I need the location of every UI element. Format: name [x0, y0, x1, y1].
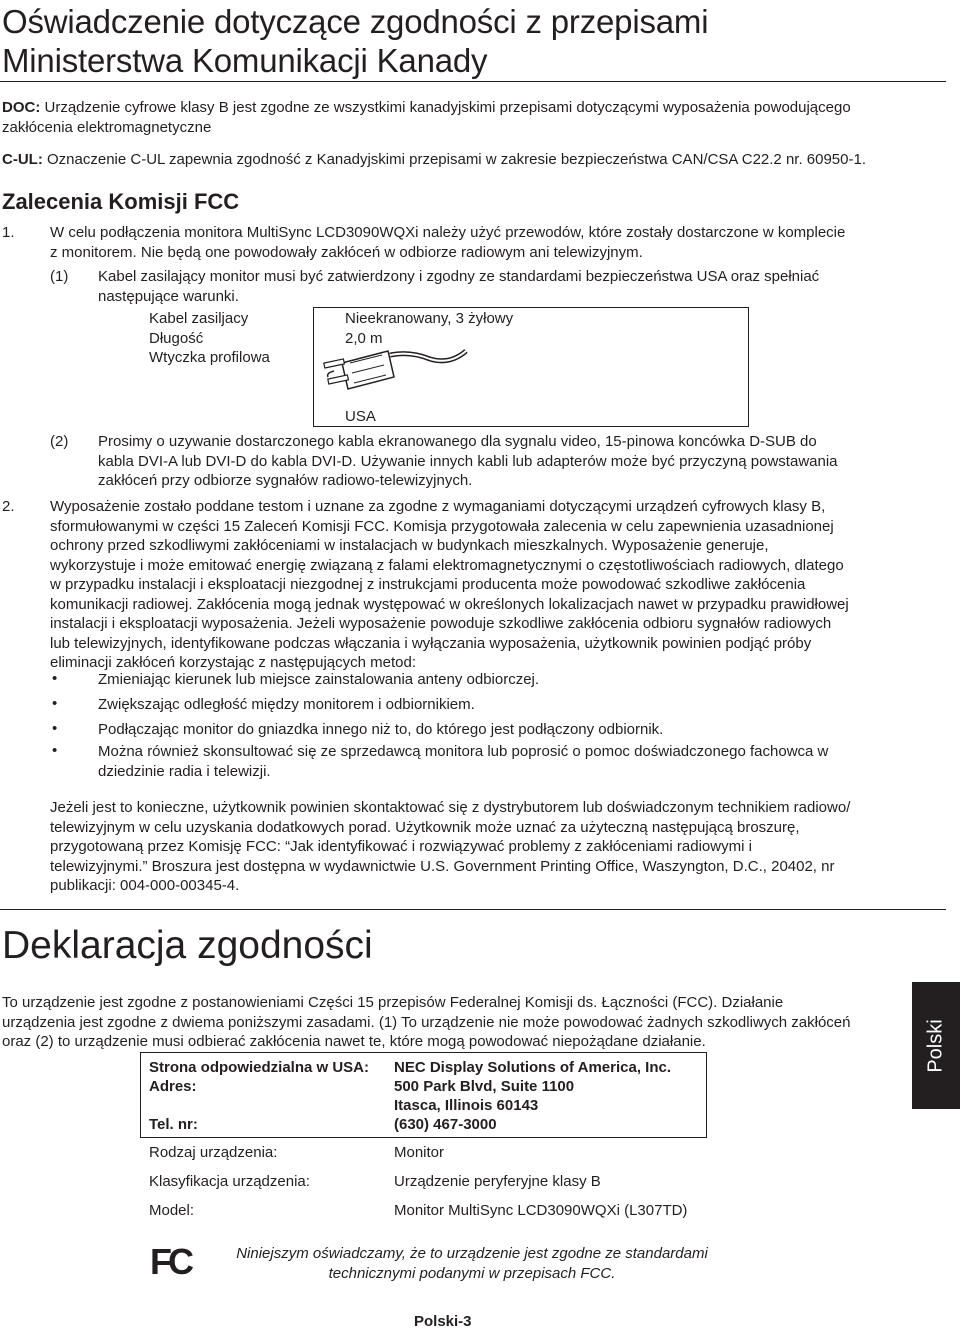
- model-value: Monitor MultiSync LCD3090WQXi (L307TD): [394, 1202, 688, 1219]
- item1-line: z monitorem. Nie będą one powodowały zakłóceń w odbiorze radiowym ani telewizyjnym.: [50, 243, 643, 261]
- title-divider: [0, 81, 946, 82]
- bullet-line: dziedzinie radia i telewizji.: [98, 762, 271, 780]
- resp-value: NEC Display Solutions of America, Inc.: [394, 1059, 672, 1076]
- item1-line: W celu podłączenia monitora MultiSync LCD3090WQXi należy użyć przewodów, które zostały dostarczone w komplecie: [50, 224, 846, 241]
- cable-spec-divider: [313, 307, 314, 426]
- section-divider: [0, 909, 946, 910]
- sub1-text: [98, 267, 938, 306]
- cable-label: Kabel zasiljacy: [149, 310, 249, 327]
- bullet-line: Można również skonsultować się ze sprzedawcą monitora lub poprosić o pomoc doświadczonego fachowca w: [98, 743, 829, 760]
- item1-text: [50, 223, 930, 262]
- doc-paragraph: [2, 98, 932, 137]
- language-tab-label: Polski: [924, 1018, 947, 1073]
- closing-line: przygotowaną przez Komisję FCC: “Jak identyfikować i rozwiązywać problemy z zakłóceniami radiowymi i: [50, 838, 752, 855]
- addr-label: Adres:: [149, 1078, 197, 1095]
- page-title-line: Ministerstwa Komunikacji Kanady: [2, 42, 488, 79]
- fcc-statement: [222, 1244, 722, 1283]
- doc-text: zakłócenia elektromagnetyczne: [2, 118, 212, 136]
- sub1-number: (1): [50, 268, 69, 285]
- resp-label: Strona odpowiedzialna w USA:: [149, 1059, 370, 1076]
- closing-paragraph: [50, 798, 940, 896]
- page-title-line: Oświadczenie dotyczące zgodności z przepisami: [2, 3, 709, 40]
- doc-label: DOC:: [2, 99, 41, 116]
- bullet-icon: •: [52, 670, 58, 687]
- addr-line: 500 Park Blvd, Suite 1100: [394, 1078, 575, 1095]
- item2-line: w przypadku instalacji i eksploatacji niezgodnej z instrukcjami producenta może powodować szkodliwe zakłócenia: [50, 576, 806, 593]
- item2-text: [50, 497, 940, 673]
- bullet-item: Zmieniając kierunek lub miejsce zainstalowania anteny odbiorczej.: [98, 671, 540, 688]
- item2-line: wykorzystuje i może emitować energię związaną z falami elektromagnetycznymi o częstotliwościach radiowych, dlatego: [50, 556, 844, 574]
- item1-number: 1.: [2, 224, 15, 241]
- fcc-statement-line: technicznymi podanymi w przepisach FCC.: [328, 1264, 616, 1282]
- closing-line: Jeżeli jest to konieczne, użytkownik powinien skontaktować się z dystrybutorem lub doświadczonym technikiem radiowo/: [50, 799, 851, 816]
- doc-text: Urządzenie cyfrowe klasy B jest zgodne ze wszystkimi kanadyjskimi przepisami dotyczącymi wyposażenia powodującego: [44, 99, 851, 116]
- sub2-number: (2): [50, 433, 69, 450]
- page-title: [2, 2, 708, 80]
- declaration-intro: [2, 993, 902, 1052]
- language-tab: [912, 982, 960, 1109]
- page-number: Polski-3: [414, 1313, 472, 1330]
- tel-value: (630) 467-3000: [394, 1116, 497, 1133]
- closing-line: telewizyjnymi.” Broszura jest dostępna w wydawnictwie U.S. Government Printing Office, Waszyngton, D.C., 20402, nr: [50, 857, 835, 875]
- item2-line: Wyposażenie zostało poddane testom i uznane za zgodne z wymaganiami dotyczącymi urządzeń cyfrowych klasy B,: [50, 498, 826, 515]
- closing-line: telewizyjnym w celu uzyskania dodatkowych porad. Użytkownik może uznać za użyteczną następującą broszurę,: [50, 818, 800, 836]
- bullet-icon: •: [52, 695, 58, 712]
- cul-label: C-UL:: [2, 151, 43, 168]
- device-class-value: Urządzenie peryferyjne klasy B: [394, 1173, 601, 1190]
- bullet-icon: •: [52, 720, 58, 737]
- item2-line: eliminacji zakłóceń korzystając z następujących metod:: [50, 654, 416, 671]
- fcc-statement-line: Niniejszym oświadczamy, że to urządzenie jest zgodne ze standardami: [236, 1245, 708, 1262]
- device-class-label: Klasyfikacja urządzenia:: [149, 1173, 310, 1190]
- cul-paragraph: [2, 150, 932, 170]
- declaration-line: To urządzenie jest zgodne z postanowieniami Części 15 przepisów Federalnej Komisji ds. Łączności (FCC). Działanie: [2, 994, 784, 1011]
- fcc-heading: Zalecenia Komisji FCC: [2, 189, 240, 214]
- declaration-heading: Deklaracja zgodności: [2, 924, 373, 967]
- item2-line: sformułowanymi w części 15 Zaleceń Komisji FCC. Komisja przygotowała zalecenia w celu zapewnienia uzasadnionej: [50, 517, 834, 535]
- model-label: Model:: [149, 1202, 195, 1219]
- addr-line: Itasca, Illinois 60143: [394, 1097, 539, 1114]
- sub2-line: zakłóceń przy odbiorze sygnałów radiowo-telewizyjnych.: [98, 472, 473, 489]
- declaration-line: urządzenia jest zgodne z dwiema poniższymi zasadami. (1) To urządzenie nie może powodować żadnych szkodliwych zakłóceń: [2, 1013, 851, 1031]
- plug-label: Wtyczka profilowa: [149, 349, 270, 366]
- plug-caption: USA: [345, 408, 376, 425]
- device-type-value: Monitor: [394, 1144, 445, 1161]
- cable-value: Nieekranowany, 3 żyłowy: [345, 310, 514, 327]
- bullet-item: [98, 742, 918, 781]
- cable-spec-values: [345, 309, 513, 348]
- bullet-item: Podłączając monitor do gniazdka innego niż to, do którego jest podłączony odbiornik.: [98, 721, 664, 738]
- tel-label: Tel. nr:: [149, 1116, 198, 1133]
- sub2-line: Prosimy o uzywanie dostarczonego kabla ekranowanego dla sygnalu video, 15-pinowa koncówka D-SUB do: [98, 433, 817, 450]
- cable-spec-labels: [149, 309, 270, 368]
- sub2-line: kabla DVI-A lub DVI-D do kabla DVI-D. Używanie innych kabli lub adapterów może być przyczyną powstawania: [98, 452, 838, 470]
- bullet-item: Zwiększając odległość między monitorem i odbiornikiem.: [98, 696, 475, 713]
- closing-line: publikacji: 004-000-00345-4.: [50, 877, 240, 894]
- cul-text: Oznaczenie C-UL zapewnia zgodność z Kanadyjskimi przepisami w zakresie bezpieczeństwa CAN/CSA C22.2 nr. 60950-1.: [47, 151, 867, 168]
- item2-number: 2.: [2, 498, 15, 515]
- declaration-line: oraz (2) to urządzenie musi odbierać zakłócenia nawet te, które mogą powodować niepożądane działanie.: [2, 1033, 706, 1050]
- item2-line: komunikacji radiowej. Zakłócenia mogą jednak występować w określonych lokalizacjach nawet w przypadku prawidłowej: [50, 595, 849, 613]
- sub1-line: następujące warunki.: [98, 287, 239, 305]
- item2-line: lub telewizyjnych, identyfikowane podczas włączania i wyłączania wyposażenia, użytkownik powinien podjąć próby: [50, 634, 812, 652]
- usa-plug-icon: [320, 345, 470, 405]
- length-label: Długość: [149, 329, 204, 347]
- sub2-text: [98, 432, 938, 491]
- item2-line: instalacji i eksploatacji wyposażenia. Jeżeli wyposażenie powoduje szkodliwe zakłócenia odbioru sygnałów radiowych: [50, 615, 832, 632]
- sub1-line: Kabel zasilający monitor musi być zatwierdzony i zgodny ze standardami bezpieczeństwa USA oraz spełniać: [98, 268, 820, 285]
- device-type-label: Rodzaj urządzenia:: [149, 1144, 278, 1161]
- fcc-logo-icon: FC: [150, 1241, 190, 1282]
- length-value: 2,0 m: [345, 329, 383, 347]
- bullet-icon: •: [52, 742, 58, 759]
- item2-line: ochrony przed szkodliwymi zakłóceniami w instalacjach w budynkach mieszkalnych. Wyposażenie generuje,: [50, 537, 769, 554]
